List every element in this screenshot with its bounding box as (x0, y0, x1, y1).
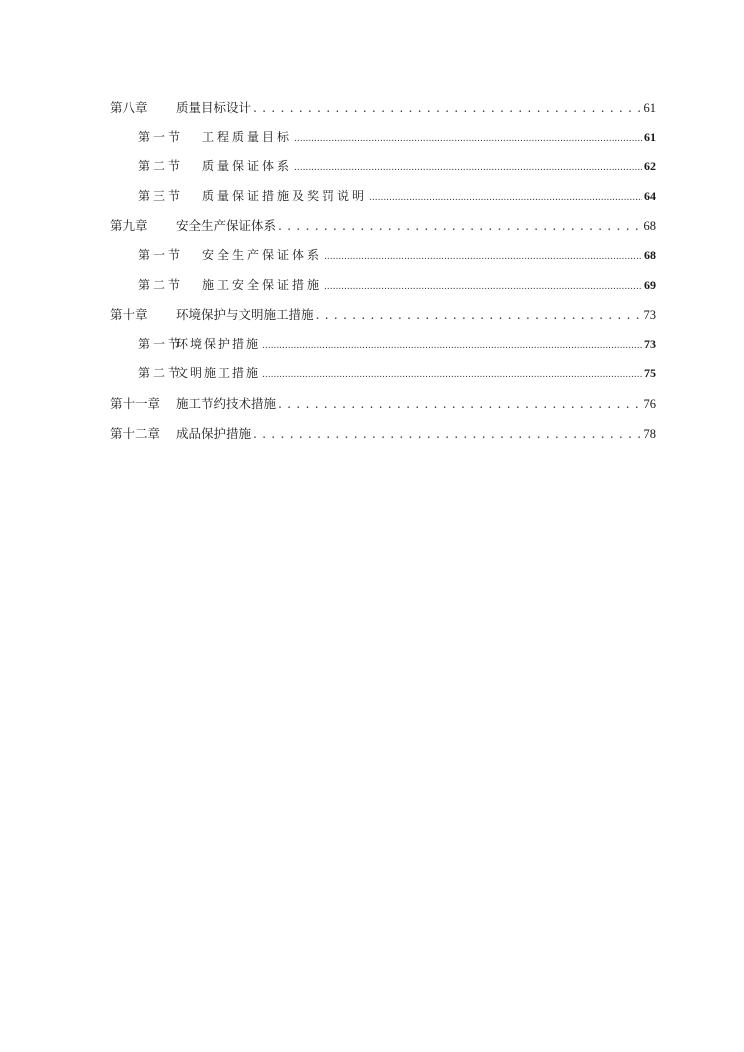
page-number: 73 (644, 336, 656, 351)
section-title: 质量保证措施及奖罚说明 (202, 188, 368, 203)
page-number: 68 (644, 247, 656, 262)
page-number: 64 (644, 188, 656, 203)
toc-entry-section-9-2[interactable] (110, 276, 656, 306)
toc-entry-section-8-3[interactable] (110, 187, 656, 217)
dot-leader (262, 337, 642, 351)
page-number: 61 (644, 129, 656, 144)
chapter-number: 第十一章 (110, 395, 161, 411)
section-title: 文明施工措施 (176, 366, 261, 381)
dot-leader (253, 100, 641, 115)
toc-entry-chapter-8[interactable] (110, 98, 656, 128)
section-number: 第二节 (138, 159, 184, 174)
toc-entry-section-10-2[interactable] (110, 364, 656, 394)
page-number: 78 (643, 426, 656, 441)
toc-entry-chapter-12[interactable] (110, 424, 656, 454)
dot-leader (294, 159, 642, 173)
chapter-title: 安全生产保证体系 (176, 218, 277, 234)
section-title: 工程质量目标 (202, 129, 293, 144)
section-title: 施工安全保证措施 (202, 277, 323, 292)
section-number: 第三节 (138, 188, 184, 203)
page-number: 62 (644, 159, 656, 174)
chapter-title: 施工节约技术措施 (176, 395, 277, 411)
toc-entry-chapter-9[interactable] (110, 216, 656, 246)
section-number: 第一节 (138, 129, 184, 144)
dot-leader (324, 248, 642, 262)
chapter-number: 第十二章 (110, 425, 161, 441)
dot-leader (253, 426, 641, 441)
dot-leader (278, 218, 641, 233)
dot-leader (369, 189, 642, 203)
page-number: 68 (643, 219, 656, 234)
section-number: 第一节 (138, 336, 184, 351)
chapter-number: 第十章 (110, 307, 148, 323)
section-number: 第二节 (138, 277, 184, 292)
page-number: 69 (644, 277, 656, 292)
chapter-number: 第九章 (110, 218, 148, 234)
chapter-title: 质量目标设计 (176, 100, 252, 115)
section-number: 第一节 (138, 247, 184, 262)
dot-leader (278, 396, 641, 411)
toc-entry-section-10-1[interactable] (110, 335, 656, 365)
toc-entry-chapter-11[interactable] (110, 394, 656, 424)
toc-entry-section-8-2[interactable] (110, 157, 656, 187)
page-number: 73 (643, 308, 656, 323)
page-number: 75 (644, 366, 656, 381)
toc-entry-section-9-1[interactable] (110, 246, 656, 276)
page-number: 76 (643, 396, 656, 411)
toc-entry-chapter-10[interactable] (110, 305, 656, 335)
section-number: 第二节 (138, 366, 184, 381)
dot-leader (316, 307, 642, 322)
section-title: 环境保护措施 (176, 336, 261, 351)
chapter-title: 成品保护措施 (176, 425, 252, 441)
dot-leader (324, 278, 642, 292)
dot-leader (294, 130, 642, 144)
dot-leader (262, 366, 642, 380)
chapter-number: 第八章 (110, 100, 148, 115)
toc-entry-section-8-1[interactable] (110, 128, 656, 158)
section-title: 质量保证体系 (202, 159, 293, 174)
page-number: 61 (643, 101, 656, 115)
chapter-title: 环境保护与文明施工措施 (176, 307, 314, 323)
section-title: 安全生产保证体系 (202, 247, 323, 262)
table-of-contents (110, 98, 656, 453)
